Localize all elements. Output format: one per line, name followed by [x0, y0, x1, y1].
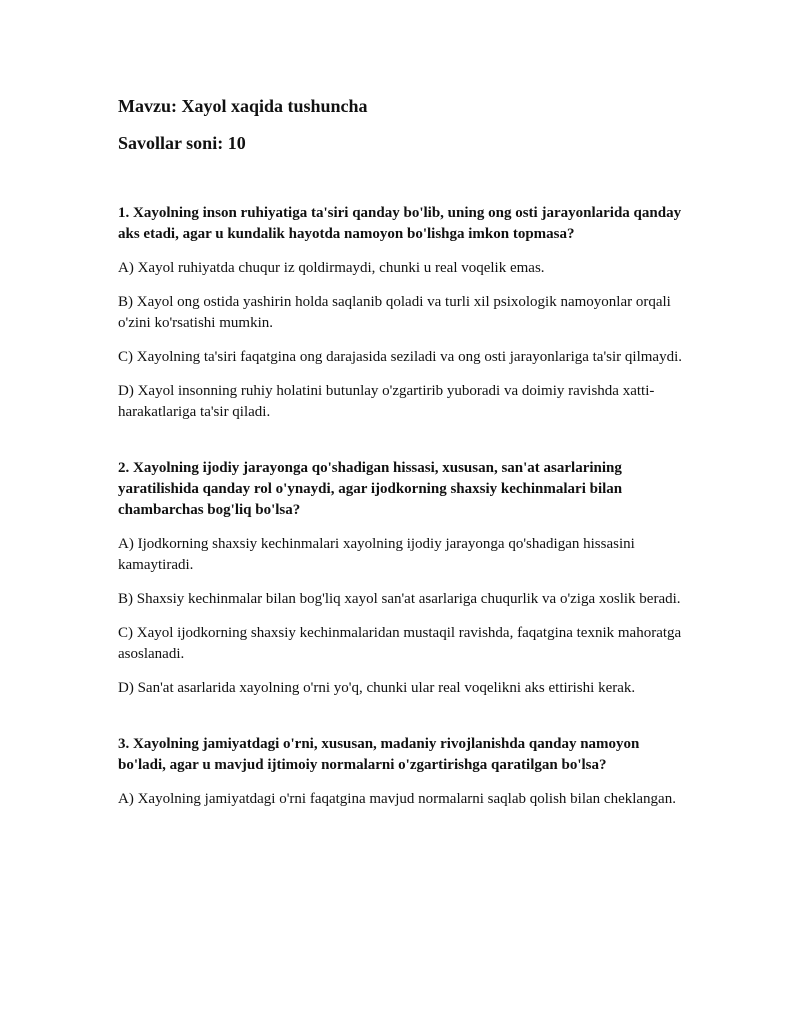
question-text: 3. Xayolning jamiyatdagi o'rni, xususan, madaniy rivojlanishda qanday namoyon bo'ladi, agar u mavjud ijtimoiy normalarni o'zgartirishga qaratilgan bo'lsa?: [118, 736, 640, 773]
answer-option-b: B) Shaxsiy kechinmalar bilan bog'liq xayol san'at asarlariga chuqurlik va o'ziga xoslik beradi.: [118, 591, 681, 607]
answer-option-c: C) Xayol ijodkorning shaxsiy kechinmalaridan mustaqil ravishda, faqatgina texnik mahoratga asoslanadi.: [118, 625, 682, 662]
document-topic: Mavzu: Xayol xaqida tushuncha: [118, 96, 368, 116]
question-2: [118, 458, 688, 699]
question-list: [118, 203, 688, 845]
answer-option-a: A) Xayol ruhiyatda chuqur iz qoldirmaydi, chunki u real voqelik emas.: [118, 260, 545, 276]
question-1: [118, 203, 688, 423]
question-count: Savollar soni: 10: [118, 133, 246, 153]
answer-option-a: A) Ijodkorning shaxsiy kechinmalari xayolning ijodiy jarayonga qo'shadigan hissasini kamaytiradi.: [118, 536, 635, 573]
question-text: 2. Xayolning ijodiy jarayonga qo'shadigan hissasi, xususan, san'at asarlarining yaratilishida qanday rol o'ynaydi, agar ijodkorning shaxsiy kechinmalari bilan chambarchas bog'liq bo'lsa?: [118, 460, 623, 518]
answer-option-a: A) Xayolning jamiyatdagi o'rni faqatgina mavjud normalarni saqlab qolish bilan cheklangan.: [118, 791, 676, 807]
answer-option-c: C) Xayolning ta'siri faqatgina ong darajasida seziladi va ong osti jarayonlariga ta'sir qilmaydi.: [118, 349, 682, 365]
answer-option-d: D) San'at asarlarida xayolning o'rni yo'q, chunki ular real voqelikni aks ettirishi kerak.: [118, 680, 636, 696]
answer-option-d: D) Xayol insonning ruhiy holatini butunlay o'zgartirib yuboradi va doimiy ravishda xatti-harakatlariga ta'sir qiladi.: [118, 383, 655, 420]
answer-option-b: B) Xayol ong ostida yashirin holda saqlanib qoladi va turli xil psixologik namoyonlar orqali o'zini ko'rsatishi mumkin.: [118, 294, 671, 331]
question-3: [118, 734, 688, 810]
question-text: 1. Xayolning inson ruhiyatiga ta'siri qanday bo'lib, uning ong osti jarayonlarida qanday aks etadi, agar u kundalik hayotda namoyon bo'lishga imkon topmasa?: [118, 205, 682, 242]
